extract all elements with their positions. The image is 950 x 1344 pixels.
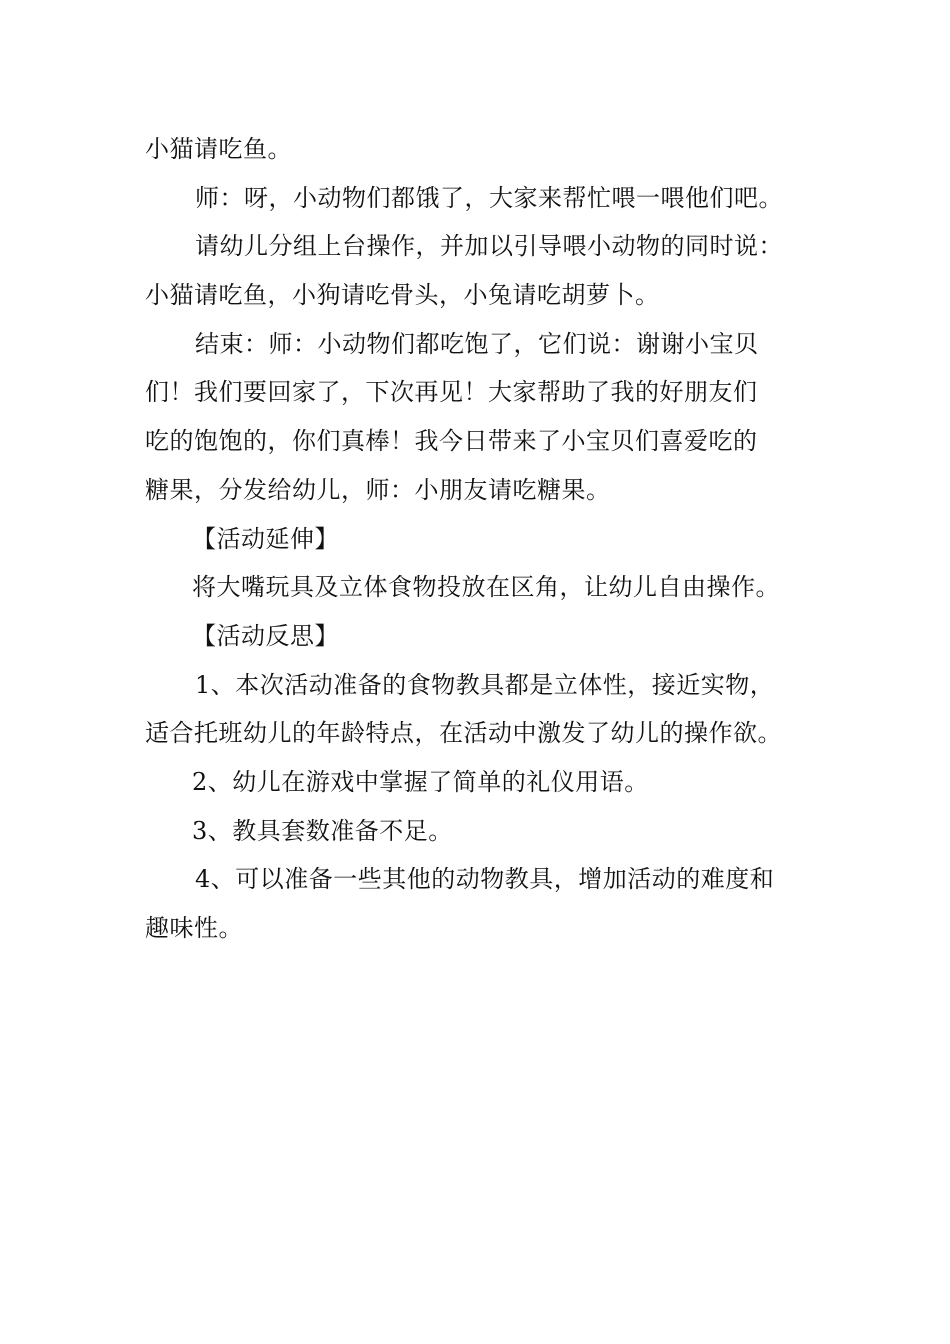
text-line: 趣味性。 [145,914,243,942]
text-line: 将大嘴玩具及立体食物投放在区角，让幼儿自由操作。 [192,573,780,602]
document-body [145,125,825,953]
section-heading-extension: 【活动延伸】 [192,524,339,553]
text-line: 结束：师：小动物们都吃饱了，它们说：谢谢小宝贝 [195,329,759,358]
list-item: 4、可以准备一些其他的动物教具，增加活动的难度和 [195,865,775,894]
text-line: 小猫请吃鱼。 [145,135,292,163]
text-line: 糖果，分发给幼儿，师：小朋友请吃糖果。 [145,475,611,504]
list-item: 3、教具套数准备不足。 [192,816,453,845]
text-line: 请幼儿分组上台操作，并加以引导喂小动物的同时说： [195,232,783,261]
text-line: 们！我们要回家了，下次再见！大家帮助了我的好朋友们 [145,378,758,407]
text-line: 适合托班幼儿的年龄特点，在活动中激发了幼儿的操作欲。 [145,719,782,748]
text-line: 师：呀，小动物们都饿了，大家来帮忙喂一喂他们吧。 [195,183,783,212]
list-item: 2、幼儿在游戏中掌握了简单的礼仪用语。 [192,767,649,796]
text-line: 吃的饱饱的，你们真棒！我今日带来了小宝贝们喜爱吃的 [145,427,758,456]
text-line: 小猫请吃鱼，小狗请吃骨头，小兔请吃胡萝卜。 [145,281,660,310]
list-item: 1、本次活动准备的食物教具都是立体性，接近实物， [195,670,775,699]
section-heading-reflection: 【活动反思】 [192,621,339,650]
